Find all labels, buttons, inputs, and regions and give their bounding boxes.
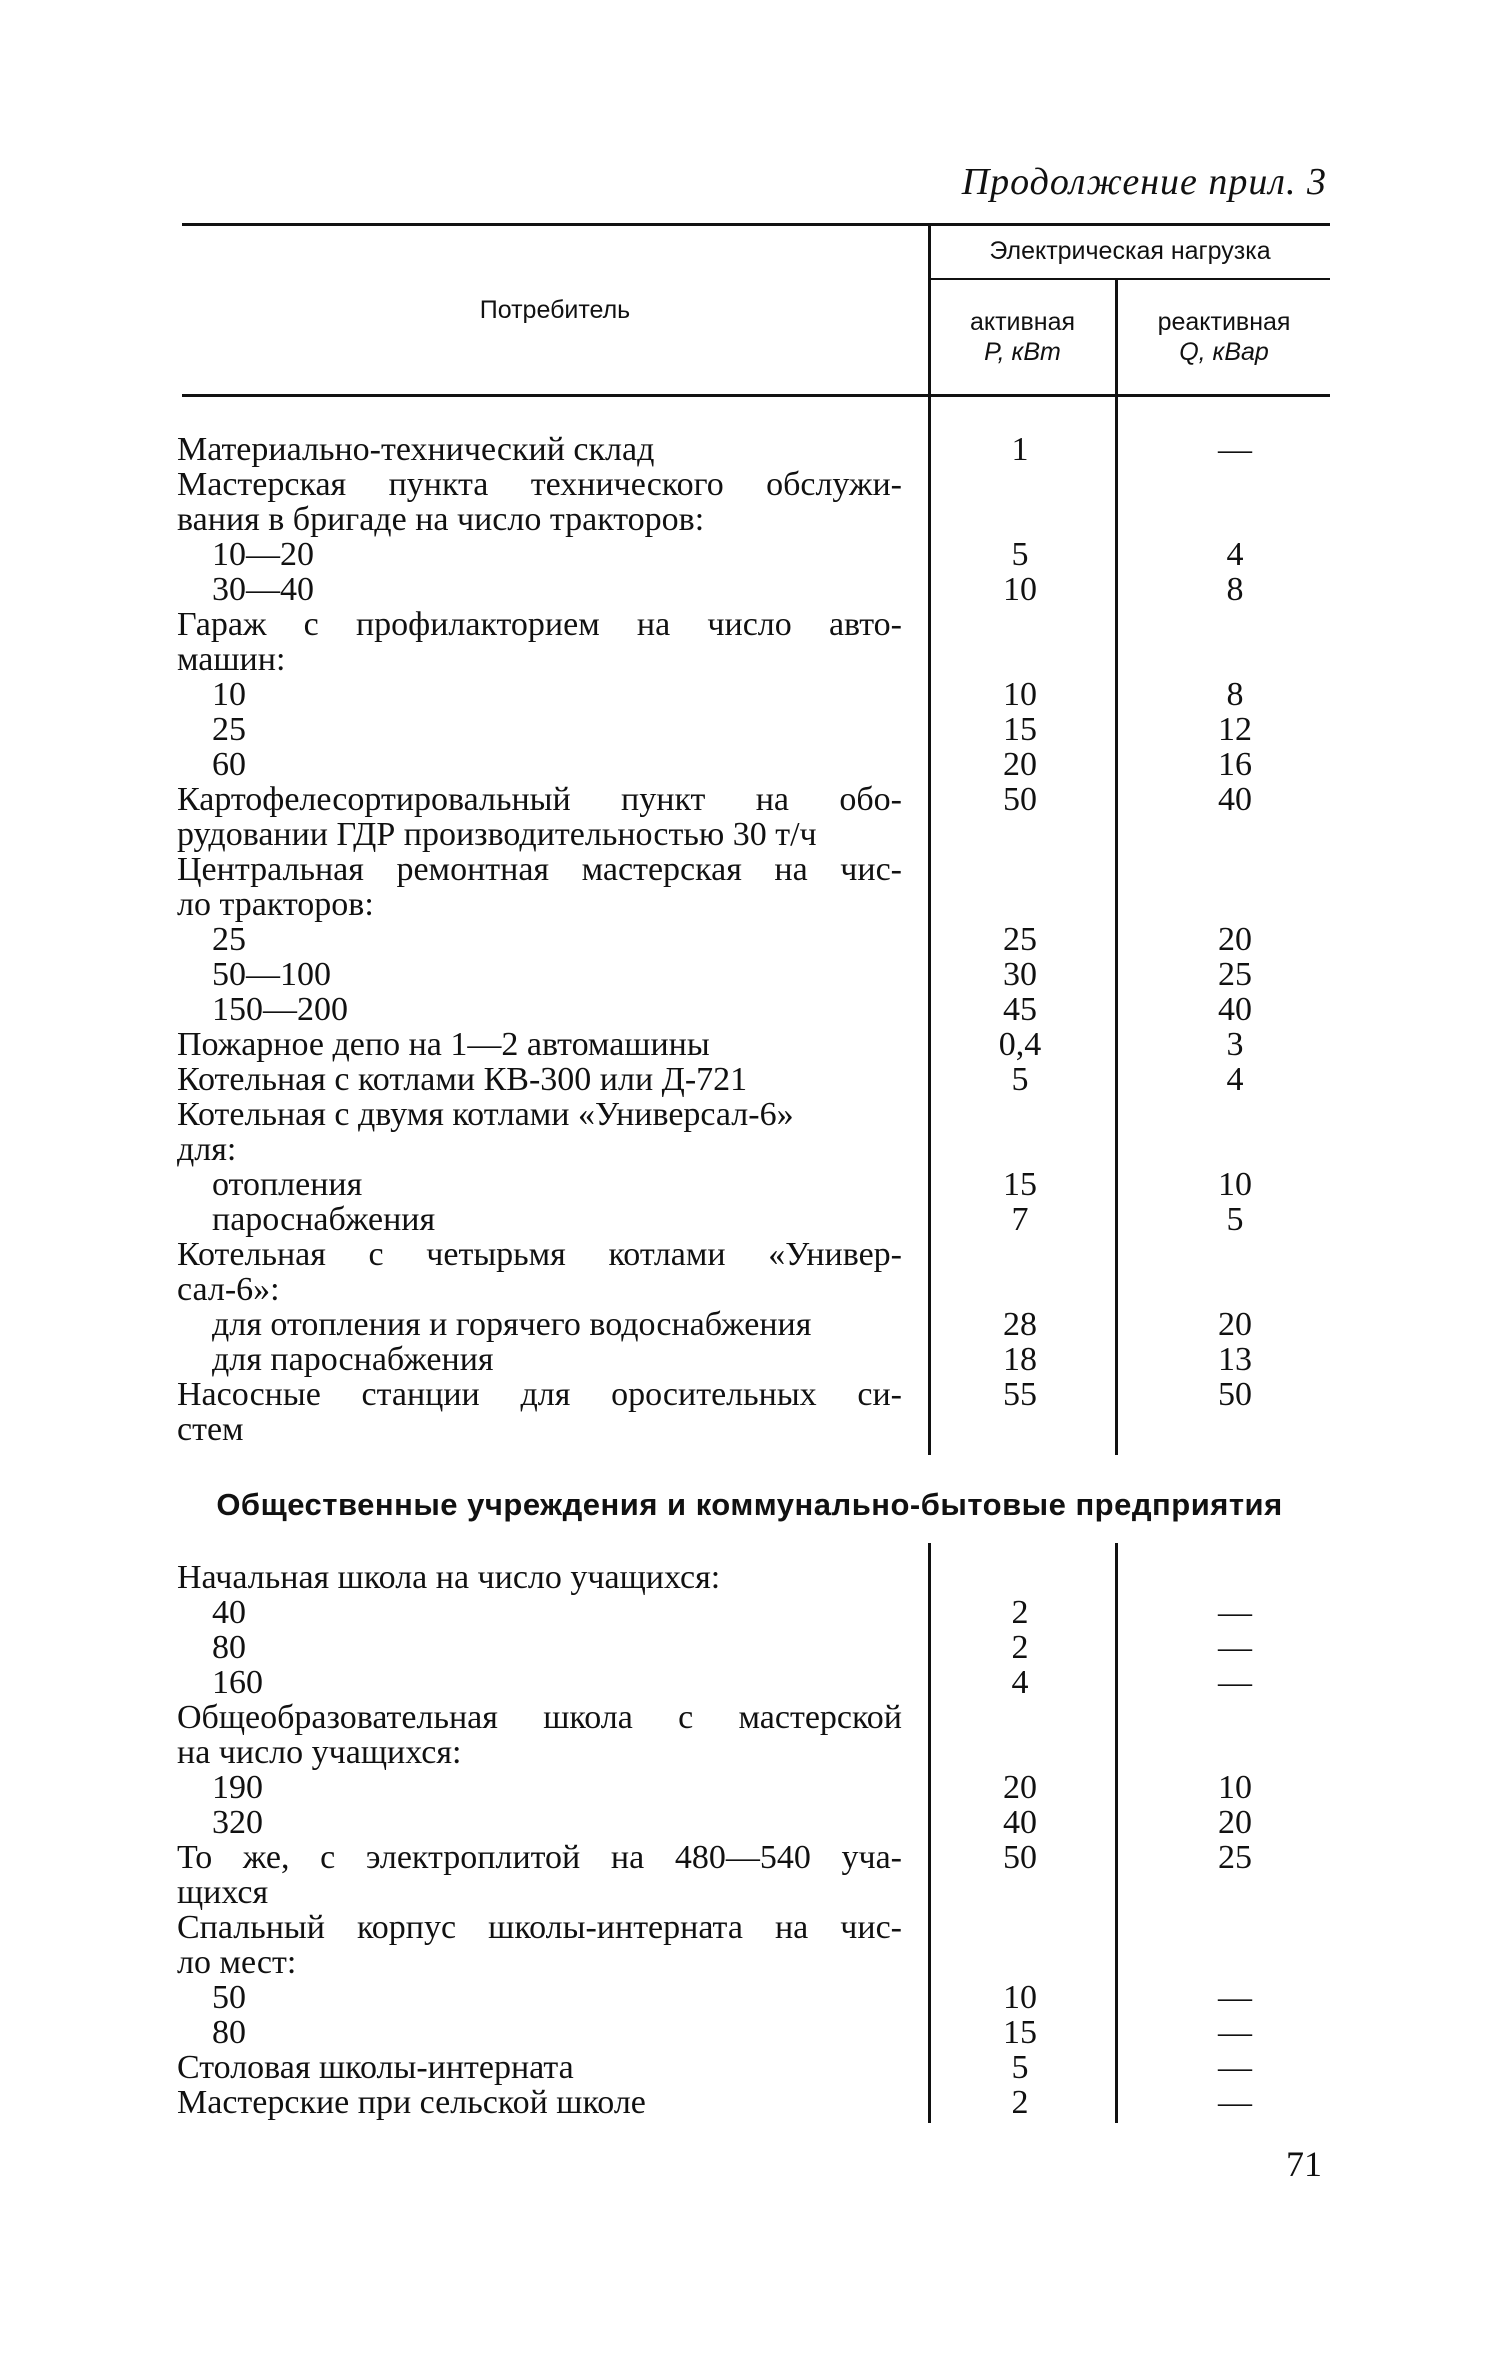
row-consumer: рудовании ГДР производительностью 30 т/ч [177,816,817,853]
table-row [0,747,1499,782]
table-row [0,1840,1499,1875]
row-active: 15 [1003,711,1037,748]
row-consumer: стем [177,1411,244,1448]
row-reactive: — [1218,431,1252,468]
row-consumer: Столовая школы-интерната [177,2049,574,2086]
row-consumer: Картофелесортировальный пункт на обо- [177,781,902,818]
row-reactive: — [1218,2084,1252,2121]
row-reactive: 25 [1218,956,1252,993]
row-reactive: 10 [1218,1769,1252,1806]
table-row [0,1202,1499,1237]
row-reactive: 16 [1218,746,1252,783]
row-active: 20 [1003,1769,1037,1806]
row-reactive: 13 [1218,1341,1252,1378]
row-active: 5 [1011,536,1029,573]
row-consumer: машин: [177,641,286,678]
row-active: 0,4 [998,1026,1042,1063]
table-row [0,1630,1499,1665]
row-consumer: 80 [212,2014,246,2051]
row-active: 18 [1003,1341,1037,1378]
table-row [0,1700,1499,1735]
row-consumer: 10 [212,676,246,713]
table-row [0,502,1499,537]
row-reactive: 12 [1218,711,1252,748]
table-row [0,1875,1499,1910]
row-consumer: Мастерская пункта технического обслужи- [177,466,902,503]
table-row [0,432,1499,467]
table-row [0,1595,1499,1630]
row-consumer: 10—20 [212,536,314,573]
row-active: 55 [1003,1376,1037,1413]
row-consumer: для: [177,1131,237,1168]
row-reactive: 20 [1218,1306,1252,1343]
row-active: 5 [1011,2049,1029,2086]
table-row [0,1560,1499,1595]
table-row [0,2085,1499,2120]
table-row [0,712,1499,747]
row-reactive: — [1218,2014,1252,2051]
row-consumer: вания в бригаде на число тракторов: [177,501,705,538]
table-row [0,922,1499,957]
row-active: 50 [1003,1839,1037,1876]
continuation-label: Продолжение прил. 3 [961,161,1327,203]
header-electric-load: Электрическая нагрузка [989,237,1271,265]
row-reactive: 8 [1226,676,1244,713]
row-reactive: 8 [1226,571,1244,608]
section-title: Общественные учреждения и коммунально-бытовые предприятия [216,1487,1283,1522]
table-row [0,817,1499,852]
row-reactive: 40 [1218,991,1252,1028]
row-active: 45 [1003,991,1037,1028]
table-row [0,852,1499,887]
row-reactive: 50 [1218,1376,1252,1413]
row-active: 15 [1003,2014,1037,2051]
table-row [0,1945,1499,1980]
row-consumer: Центральная ремонтная мастерская на чис- [177,851,902,888]
row-active: 28 [1003,1306,1037,1343]
row-consumer: 190 [212,1769,263,1806]
row-consumer: Начальная школа на число учащихся: [177,1559,721,1596]
row-consumer: 320 [212,1804,263,1841]
table-row [0,1805,1499,1840]
row-active: 40 [1003,1804,1037,1841]
table-row [0,1412,1499,1447]
table-row [0,1342,1499,1377]
row-consumer: Мастерские при сельской школе [177,2084,646,2121]
row-consumer: То же, с электроплитой на 480—540 уча- [177,1839,902,1876]
table-row [0,1237,1499,1272]
row-consumer: 80 [212,1629,246,1666]
row-consumer: отопления [212,1166,363,1203]
row-active: 15 [1003,1166,1037,1203]
table-row [0,677,1499,712]
page-number: 71 [1286,2144,1322,2184]
row-consumer: на число учащихся: [177,1734,462,1771]
table-top-rule [182,223,1330,226]
row-reactive: 20 [1218,1804,1252,1841]
row-reactive: 40 [1218,781,1252,818]
row-active: 50 [1003,781,1037,818]
row-consumer: для пароснабжения [212,1341,494,1378]
row-reactive: 20 [1218,921,1252,958]
table-row [0,887,1499,922]
row-consumer: 40 [212,1594,246,1631]
row-consumer: Материально-технический склад [177,431,655,468]
row-consumer: 25 [212,711,246,748]
row-consumer: Гараж с профилакторием на число авто- [177,606,902,643]
row-consumer: 150—200 [212,991,348,1028]
table-row [0,1272,1499,1307]
row-active: 7 [1011,1201,1029,1238]
row-active: 1 [1011,431,1029,468]
table-row [0,1377,1499,1412]
row-active: 10 [1003,571,1037,608]
row-consumer: Насосные станции для оросительных си- [177,1376,902,1413]
row-consumer: Котельная с котлами КВ-300 или Д-721 [177,1061,748,1098]
row-consumer: 25 [212,921,246,958]
row-reactive: 10 [1218,1166,1252,1203]
row-reactive: — [1218,1664,1252,1701]
table-row [0,572,1499,607]
row-reactive: 25 [1218,1839,1252,1876]
row-consumer: для отопления и горячего водоснабжения [212,1306,812,1343]
row-reactive: — [1218,2049,1252,2086]
group-header-rule [930,278,1330,280]
row-consumer: 160 [212,1664,263,1701]
row-consumer: 30—40 [212,571,314,608]
row-reactive: 5 [1226,1201,1244,1238]
table-row [0,2015,1499,2050]
table-row [0,1167,1499,1202]
table-row [0,1735,1499,1770]
header-reactive-unit: Q, кВар [1179,338,1269,366]
table-row [0,1307,1499,1342]
header-consumer: Потребитель [479,296,631,324]
header-active-label: активная [969,308,1076,336]
row-active: 20 [1003,746,1037,783]
row-active: 10 [1003,676,1037,713]
row-consumer: Пожарное депо на 1—2 автомашины [177,1026,710,1063]
header-active-unit: P, кВт [984,338,1061,366]
row-active: 30 [1003,956,1037,993]
table-row [0,2050,1499,2085]
table-row [0,537,1499,572]
row-consumer: Котельная с двумя котлами «Универсал-6» [177,1096,794,1133]
row-consumer: Спальный корпус школы-интерната на чис- [177,1909,902,1946]
table-row [0,467,1499,502]
table-row [0,1132,1499,1167]
row-reactive: 3 [1226,1026,1244,1063]
header-reactive-label: реактивная [1157,308,1291,336]
row-consumer: ло мест: [177,1944,297,1981]
table-row [0,642,1499,677]
row-active: 2 [1011,2084,1029,2121]
row-consumer: 50—100 [212,956,331,993]
table-row [0,1910,1499,1945]
table-row [0,1980,1499,2015]
row-consumer: щихся [177,1874,269,1911]
header-active [930,307,1115,367]
table-row [0,1097,1499,1132]
table-row [0,1062,1499,1097]
row-reactive: 4 [1226,1061,1244,1098]
table-row [0,782,1499,817]
row-consumer: 60 [212,746,246,783]
row-reactive: 4 [1226,536,1244,573]
row-reactive: — [1218,1594,1252,1631]
row-active: 4 [1011,1664,1029,1701]
table-header-bottom-rule [182,394,1330,397]
table-row [0,607,1499,642]
table-row [0,992,1499,1027]
row-consumer: Котельная с четырьмя котлами «Универ- [177,1236,902,1273]
row-active: 25 [1003,921,1037,958]
row-active: 2 [1011,1594,1029,1631]
row-consumer: сал-6»: [177,1271,280,1308]
row-consumer: Общеобразовательная школа с мастерской [177,1699,902,1736]
row-active: 2 [1011,1629,1029,1666]
row-reactive: — [1218,1979,1252,2016]
table-row [0,1027,1499,1062]
table-row [0,1770,1499,1805]
row-consumer: ло тракторов: [177,886,374,923]
table-row [0,957,1499,992]
row-consumer: 50 [212,1979,246,2016]
row-active: 10 [1003,1979,1037,2016]
row-reactive: — [1218,1629,1252,1666]
row-consumer: пароснабжения [212,1201,436,1238]
row-active: 5 [1011,1061,1029,1098]
table-row [0,1665,1499,1700]
header-reactive [1118,307,1330,367]
